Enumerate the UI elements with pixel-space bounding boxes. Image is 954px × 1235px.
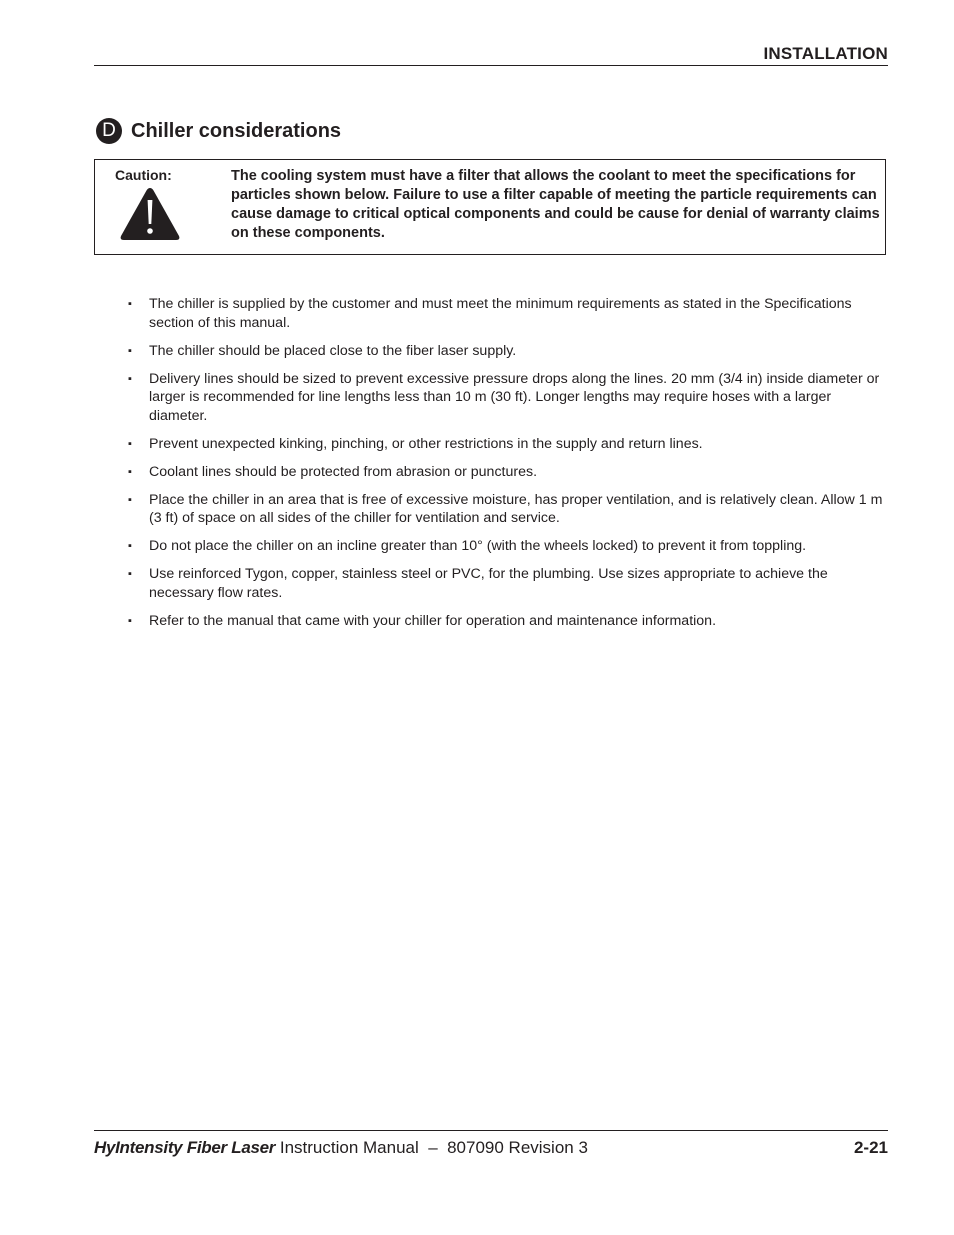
list-item: ▪ The chiller is supplied by the customer and must meet the minimum requirements as stated in the Specifications section of this manual. [128,296,852,331]
list-item: ▪ Delivery lines should be sized to prevent excessive pressure drops along the lines. 20 mm (3/4 in) inside diameter or larger is recommended for line lengths less than 10 m (30 ft). Longer lengths may require hoses with a larger diameter. [128,370,880,424]
warning-triangle-icon [119,186,181,242]
page-footer [94,1138,888,1158]
list-item: ▪ Do not place the chiller on an incline greater than 10° (with the wheels locked) to prevent it from toppling. [128,538,807,554]
list-item: ▪ The chiller should be placed close to the fiber laser supply. [128,342,517,359]
running-header: INSTALLATION [763,44,888,63]
section-letter-badge: D [96,118,122,144]
footer-rule [94,1130,888,1131]
list-item: ▪ Refer to the manual that came with your chiller for operation and maintenance information. [128,612,717,629]
footer-manual-info: Instruction Manual – 807090 Revision 3 [279,1138,588,1157]
caution-text: The cooling system must have a filter that allows the coolant to meet the specifications for particles shown below. Failure to use a filter capable of meeting the particle requirements can cause damage to critical optical components and could be cause for denial of warranty claims on these components. [231,168,880,241]
list-item: ▪ Coolant lines should be protected from abrasion or punctures. [128,463,538,480]
section-title: Chiller considerations [131,119,342,142]
caution-box [94,159,886,255]
requirements-list [128,295,890,640]
page-number: 2-21 [853,1138,888,1157]
footer-title [94,1138,588,1158]
list-item: ▪ Use reinforced Tygon, copper, stainless steel or PVC, for the plumbing. Use sizes appropriate to achieve the necessary flow rates. [128,566,828,601]
section-heading [96,118,341,144]
list-item: ▪ Place the chiller in an area that is free of excessive moisture, has proper ventilation, and is relatively clean. Allow 1 m (3 ft) of space on all sides of the chiller for ventilation and service. [128,491,883,526]
header-rule [94,65,888,66]
caution-label: Caution: [115,167,172,183]
footer-product-name: HyIntensity Fiber Laser [94,1138,276,1157]
list-item: ▪ Prevent unexpected kinking, pinching, or other restrictions in the supply and return lines. [128,435,703,452]
